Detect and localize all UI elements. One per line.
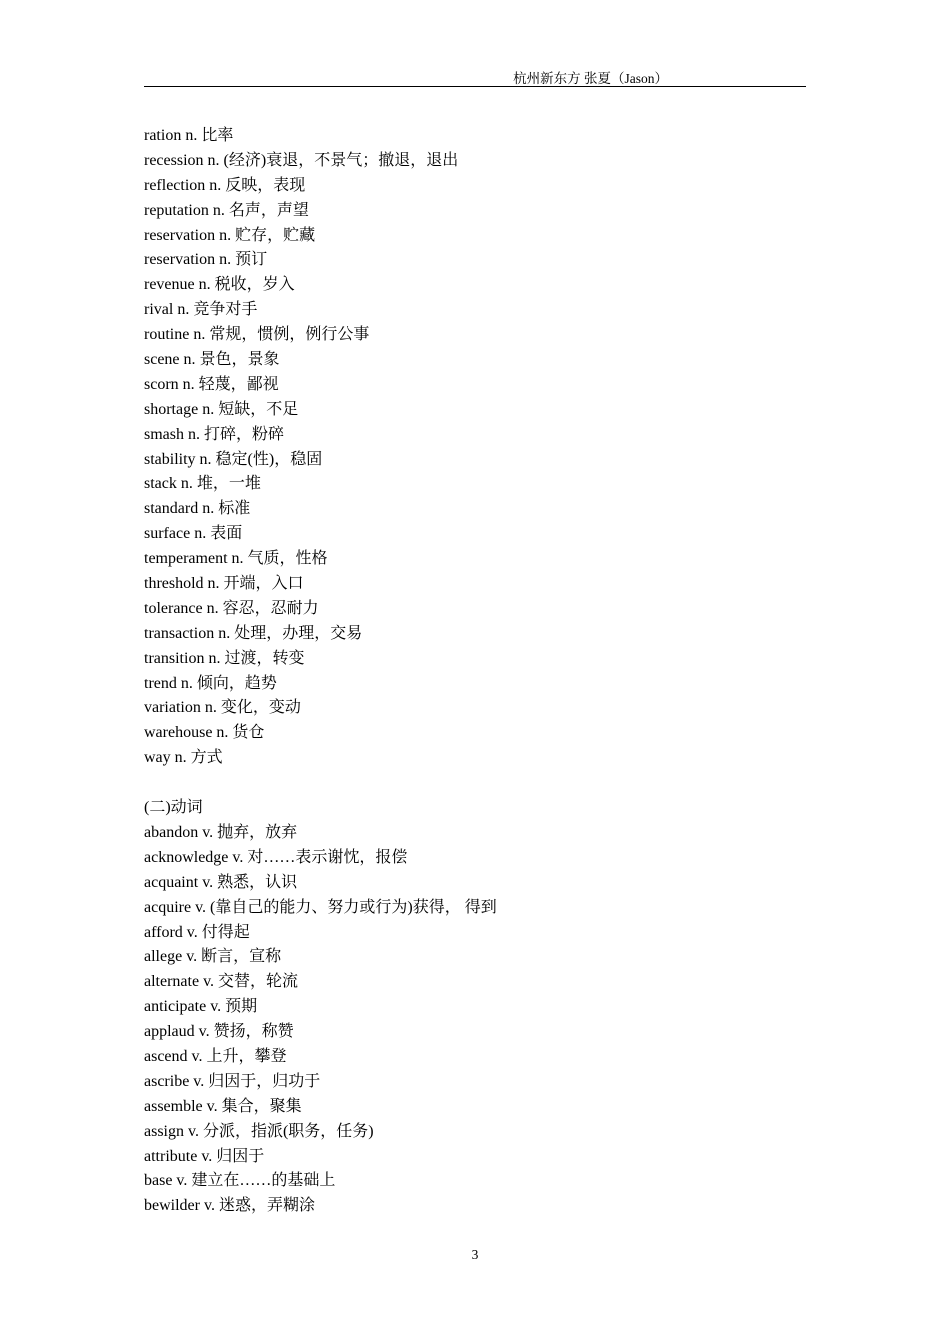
vocab-entry: ration n. 比率 [144, 127, 234, 144]
vocab-entry: attribute v. 归因于 [144, 1147, 265, 1165]
vocabulary-content [144, 124, 806, 1219]
vocab-entry: rival n. 竞争对手 [144, 301, 258, 319]
page-number: 3 [471, 1247, 479, 1262]
vocab-entry: ascend v. 上升，攀登 [144, 1047, 287, 1065]
vocab-entry: allege v. 断言，宣称 [144, 948, 282, 966]
vocab-entry: afford v. 付得起 [144, 923, 250, 941]
vocab-entry: trend n. 倾向，趋势 [144, 674, 277, 692]
vocab-entry: scorn n. 轻蔑，鄙视 [144, 375, 279, 393]
vocab-entry: shortage n. 短缺，不足 [144, 400, 299, 418]
vocab-entry: temperament n. 气质，性格 [144, 550, 328, 568]
vocab-entry: acknowledge v. 对……表示谢忱，报偿 [144, 848, 408, 866]
vocab-entry: standard n. 标准 [144, 500, 251, 518]
vocab-entry: ascribe v. 归因于，归功于 [144, 1072, 321, 1090]
vocab-entry: recession n. (经济)衰退，不景气；撤退，退出 [144, 151, 459, 169]
section-heading-verbs: (二)动词 [144, 799, 203, 817]
vocab-entry: smash n. 打碎，粉碎 [144, 425, 285, 443]
vocab-entry: reflection n. 反映，表现 [144, 176, 306, 194]
vocab-entry: acquire v. (靠自己的能力、努力或行为)获得， 得到 [144, 898, 497, 916]
vocab-entry: tolerance n. 容忍，忍耐力 [144, 599, 319, 617]
vocab-entry: variation n. 变化，变动 [144, 699, 301, 717]
vocab-entry: transition n. 过渡，转变 [144, 649, 305, 667]
vocab-entry: assign v. 分派，指派(职务，任务) [144, 1122, 374, 1140]
vocab-entry: scene n. 景色，景象 [144, 351, 280, 369]
vocab-entry: base v. 建立在……的基础上 [144, 1172, 336, 1190]
vocab-entry: stack n. 堆，一堆 [144, 475, 261, 493]
vocab-entry: stability n. 稳定(性)，稳固 [144, 450, 323, 468]
vocab-entry: acquaint v. 熟悉，认识 [144, 873, 298, 891]
vocab-entry: warehouse n. 货仓 [144, 724, 265, 742]
page-header [144, 66, 806, 87]
section-spacer [144, 771, 806, 796]
vocab-entry: threshold n. 开端，入口 [144, 575, 304, 593]
header-text: 杭州新东方 张夏（Jason） [513, 71, 668, 86]
vocab-entry: abandon v. 抛弃，放弃 [144, 823, 298, 841]
verb-list [144, 821, 806, 1219]
vocab-entry: bewilder v. 迷惑，弄糊涂 [144, 1197, 315, 1215]
vocab-entry: reservation n. 贮存，贮藏 [144, 226, 316, 244]
vocab-entry: surface n. 表面 [144, 525, 243, 543]
vocab-entry: assemble v. 集合，聚集 [144, 1097, 302, 1115]
noun-list [144, 124, 806, 771]
vocab-entry: reputation n. 名声，声望 [144, 201, 309, 219]
vocab-entry: reservation n. 预订 [144, 251, 268, 269]
vocab-entry: transaction n. 处理，办理，交易 [144, 624, 363, 642]
vocab-entry: routine n. 常规，惯例，例行公事 [144, 326, 370, 344]
vocab-entry: applaud v. 赞扬，称赞 [144, 1023, 294, 1041]
vocab-entry: anticipate v. 预期 [144, 998, 258, 1016]
vocab-entry: revenue n. 税收，岁入 [144, 276, 295, 294]
vocab-entry: way n. 方式 [144, 749, 223, 767]
vocab-entry: alternate v. 交替，轮流 [144, 973, 299, 991]
